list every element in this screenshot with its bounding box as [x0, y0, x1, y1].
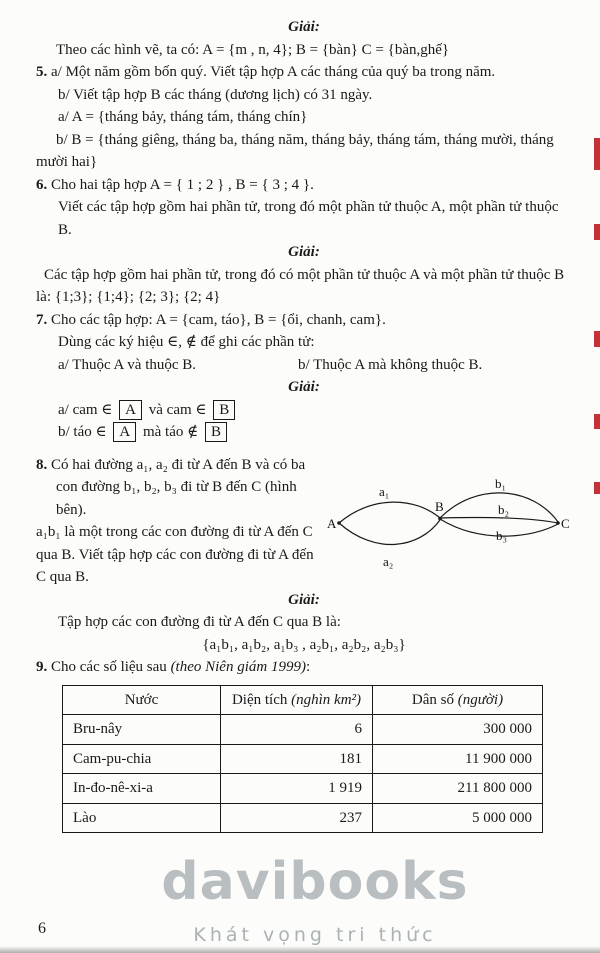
col-header-pop-unit: (người) — [457, 691, 504, 708]
exercise-6-statement — [36, 174, 572, 197]
ex9-statement-source: (theo Niên giám 1999) — [170, 659, 306, 675]
table-row — [63, 774, 543, 804]
boxed-set-b: B — [213, 400, 235, 420]
statistics-table — [62, 685, 543, 834]
exercise-5-solution-a: a/ A = {tháng bảy, tháng tám, tháng chín} — [58, 109, 308, 125]
table-header-row — [63, 685, 543, 715]
cell-population: 211 800 000 — [373, 774, 543, 804]
watermark-logo-text: davibooks — [161, 852, 469, 912]
table-row — [63, 803, 543, 833]
col-header-area — [221, 685, 373, 715]
exercise-7-solution-a — [36, 399, 572, 422]
ex7-sol-a-mid: và cam ∈ — [148, 401, 207, 418]
page-bottom-shadow — [0, 946, 600, 953]
edge-b2-label: b₂ — [498, 502, 510, 517]
exercise-7-part-b: b/ Thuộc A mà không thuộc B. — [298, 356, 483, 373]
exercise-8-block — [36, 454, 572, 589]
ex7-sol-b-mid: mà táo ∉ — [142, 424, 199, 440]
cell-population: 300 000 — [373, 715, 543, 745]
exercise-8-number: 8. — [36, 456, 48, 473]
cell-population: 11 900 000 — [373, 744, 543, 774]
col-header-area-text: Diện tích — [231, 691, 292, 708]
node-a — [337, 521, 341, 525]
exercise-8-figure — [327, 471, 572, 571]
node-c — [556, 521, 560, 525]
cell-population: 5 000 000 — [373, 803, 543, 833]
cell-area: 237 — [221, 803, 373, 833]
edge-a1-label: a₁ — [379, 484, 390, 499]
path-a1 — [339, 502, 440, 523]
exercise-7-line-2: Dùng các ký hiệu ∈, ∉ để ghi các phần tử: — [58, 334, 315, 350]
boxed-set-a2: A — [113, 422, 136, 442]
exercise-8-solution-line: Tập hợp các con đường đi từ A đến C qua B là: — [58, 614, 341, 630]
solution-heading-top: Giải: — [288, 19, 320, 35]
node-b — [438, 517, 442, 521]
edge-b3-label: b₃ — [496, 528, 508, 543]
col-header-pop-text: Dân số — [411, 691, 458, 708]
cell-area: 6 — [221, 715, 373, 745]
exercise-6-solution: Các tập hợp gồm hai phần tử, trong đó có một phần tử thuộc A và một phần tử thuộc B là: {1;3}; {1;4}; {2; 3}; {2; 4} — [36, 266, 565, 305]
exercise-6-statement-2: Viết các tập hợp gồm hai phần tử, trong đó một phần tử thuộc A, một phần tử thuộc B. — [58, 199, 559, 238]
edge-a2-label: a₂ — [383, 554, 394, 569]
page-number: 6 — [38, 920, 46, 937]
path-a2 — [339, 520, 440, 544]
exercise-8-p1: Có hai đường a₁, a₂ đi từ A đến B và có ba con đường b₁, b₂, b₃ đi từ B đến C (hình bên). — [51, 456, 306, 518]
ex9-statement-post: : — [305, 659, 311, 675]
col-header-area-unit: (nghìn km²) — [291, 691, 362, 708]
boxed-set-a: A — [119, 400, 142, 420]
exercise-7-solution-b — [36, 421, 572, 444]
table-row — [63, 715, 543, 745]
exercise-5-statement — [36, 61, 572, 84]
watermark-slogan: Khát vọng tri thức — [193, 924, 437, 946]
cell-country: Cam-pu-chia — [63, 744, 221, 774]
boxed-set-b2: B — [205, 422, 227, 442]
exercise-6-statement-text: Cho hai tập hợp A = { 1 ; 2 } , B = { 3 ; 4 }. — [51, 176, 314, 193]
node-a-label: A — [327, 516, 337, 531]
exercise-9-statement — [36, 656, 572, 679]
solution-heading-ex7: Giải: — [288, 379, 320, 395]
ex9-statement-pre: Cho các số liệu sau — [51, 659, 171, 675]
paths-diagram — [327, 471, 572, 571]
exercise-8-text — [36, 454, 327, 589]
exercise-5-part-a: a/ Một năm gồm bốn quý. Viết tập hợp A các tháng của quý ba trong năm. — [51, 64, 496, 80]
ex7-sol-a-pre: a/ cam ∈ — [58, 401, 113, 418]
exercise-9-number: 9. — [36, 659, 48, 675]
exercise-5-part-b: b/ Viết tập hợp B các tháng (dương lịch) có 31 ngày. — [58, 86, 373, 103]
exercise-5-solution-b: b/ B = {tháng giêng, tháng ba, tháng năm, tháng bảy, tháng tám, tháng mười, tháng mười hai} — [36, 131, 554, 170]
exercise-7-part-a: a/ Thuộc A và thuộc B. — [58, 356, 197, 373]
path-b2 — [440, 518, 558, 523]
ex7-sol-b-pre: b/ táo ∈ — [58, 424, 107, 440]
cell-area: 1 919 — [221, 774, 373, 804]
exercise-8-p2: a₁b₁ là một trong các con đường đi từ A đến C qua B. Viết tập hợp các con đường đi từ A đến C qua B. — [36, 524, 314, 585]
cell-country: Lào — [63, 803, 221, 833]
intro-solution-line: Theo các hình vẽ, ta có: A = {m , n, 4}; B = {bàn} C = {bàn,ghế} — [56, 41, 450, 58]
exercise-7-statement — [36, 309, 572, 332]
exercise-7-parts — [36, 354, 572, 377]
solution-heading-ex8: Giải: — [288, 591, 320, 608]
node-b-label: B — [435, 499, 444, 514]
exercise-8-solution-set: {a₁b₁, a₁b₂, a₁b₃ , a₂b₁, a₂b₂, a₂b₃} — [202, 636, 406, 653]
solution-heading-ex6: Giải: — [288, 244, 320, 260]
cell-country: In-đo-nê-xi-a — [63, 774, 221, 804]
col-header-country: Nước — [63, 685, 221, 715]
exercise-7-statement-text: Cho các tập hợp: A = {cam, táo}, B = {ổi, chanh, cam}. — [51, 311, 386, 328]
watermark — [140, 843, 490, 950]
exercise-7-number: 7. — [36, 311, 48, 328]
table-row — [63, 744, 543, 774]
edge-b1-label: b₁ — [495, 476, 507, 491]
cell-country: Bru-nây — [63, 715, 221, 745]
cell-area: 181 — [221, 744, 373, 774]
exercise-6-number: 6. — [36, 176, 48, 193]
exercise-8-statement — [36, 454, 327, 522]
node-c-label: C — [561, 516, 570, 531]
exercise-5-number: 5. — [36, 64, 48, 80]
col-header-population — [373, 685, 543, 715]
